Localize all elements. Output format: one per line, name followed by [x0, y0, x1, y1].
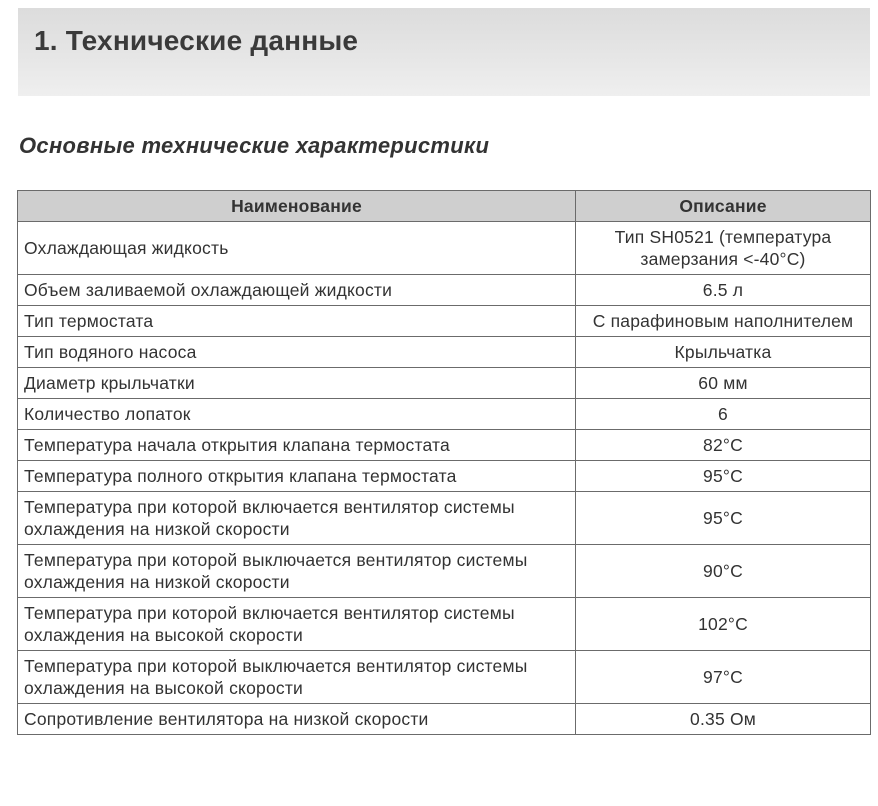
row-name: Тип термостата [18, 306, 576, 337]
table-row [18, 368, 871, 399]
row-value: 6.5 л [576, 275, 871, 306]
row-value: 95°C [576, 461, 871, 492]
table-row [18, 545, 871, 598]
table-row [18, 399, 871, 430]
row-name: Температура полного открытия клапана термостата [18, 461, 576, 492]
row-name: Количество лопаток [18, 399, 576, 430]
row-value: 60 мм [576, 368, 871, 399]
table-row [18, 492, 871, 545]
table-row [18, 275, 871, 306]
row-name: Температура при которой выключается вентилятор системы охлаждения на низкой скорости [18, 545, 576, 598]
row-name: Температура при которой включается вентилятор системы охлаждения на низкой скорости [18, 492, 576, 545]
row-value: Тип SH0521 (температура замерзания <-40°C) [576, 222, 871, 275]
row-name: Охлаждающая жидкость [18, 222, 576, 275]
row-name: Объем заливаемой охлаждающей жидкости [18, 275, 576, 306]
table-row [18, 704, 871, 735]
section-title: 1. Технические данные [34, 25, 359, 56]
table-row [18, 306, 871, 337]
row-value: 102°C [576, 598, 871, 651]
row-value: 82°C [576, 430, 871, 461]
row-name: Температура при которой включается вентилятор системы охлаждения на высокой скорости [18, 598, 576, 651]
row-value: 0.35 Ом [576, 704, 871, 735]
row-value: 97°C [576, 651, 871, 704]
column-header-description: Описание [576, 191, 871, 222]
section-header [18, 8, 870, 96]
table-subtitle: Основные технические характеристики [19, 133, 490, 158]
table-row [18, 598, 871, 651]
table-row [18, 461, 871, 492]
row-value: 6 [576, 399, 871, 430]
table-row [18, 651, 871, 704]
spec-table [17, 190, 871, 735]
row-name: Сопротивление вентилятора на низкой скорости [18, 704, 576, 735]
row-name: Диаметр крыльчатки [18, 368, 576, 399]
table-row [18, 430, 871, 461]
row-name: Температура начала открытия клапана термостата [18, 430, 576, 461]
table-row [18, 337, 871, 368]
table-header-row [18, 191, 871, 222]
row-value: 95°C [576, 492, 871, 545]
row-value: 90°C [576, 545, 871, 598]
row-value: С парафиновым наполнителем [576, 306, 871, 337]
row-name: Температура при которой выключается вентилятор системы охлаждения на высокой скорости [18, 651, 576, 704]
table-row [18, 222, 871, 275]
column-header-name: Наименование [18, 191, 576, 222]
row-value: Крыльчатка [576, 337, 871, 368]
row-name: Тип водяного насоса [18, 337, 576, 368]
